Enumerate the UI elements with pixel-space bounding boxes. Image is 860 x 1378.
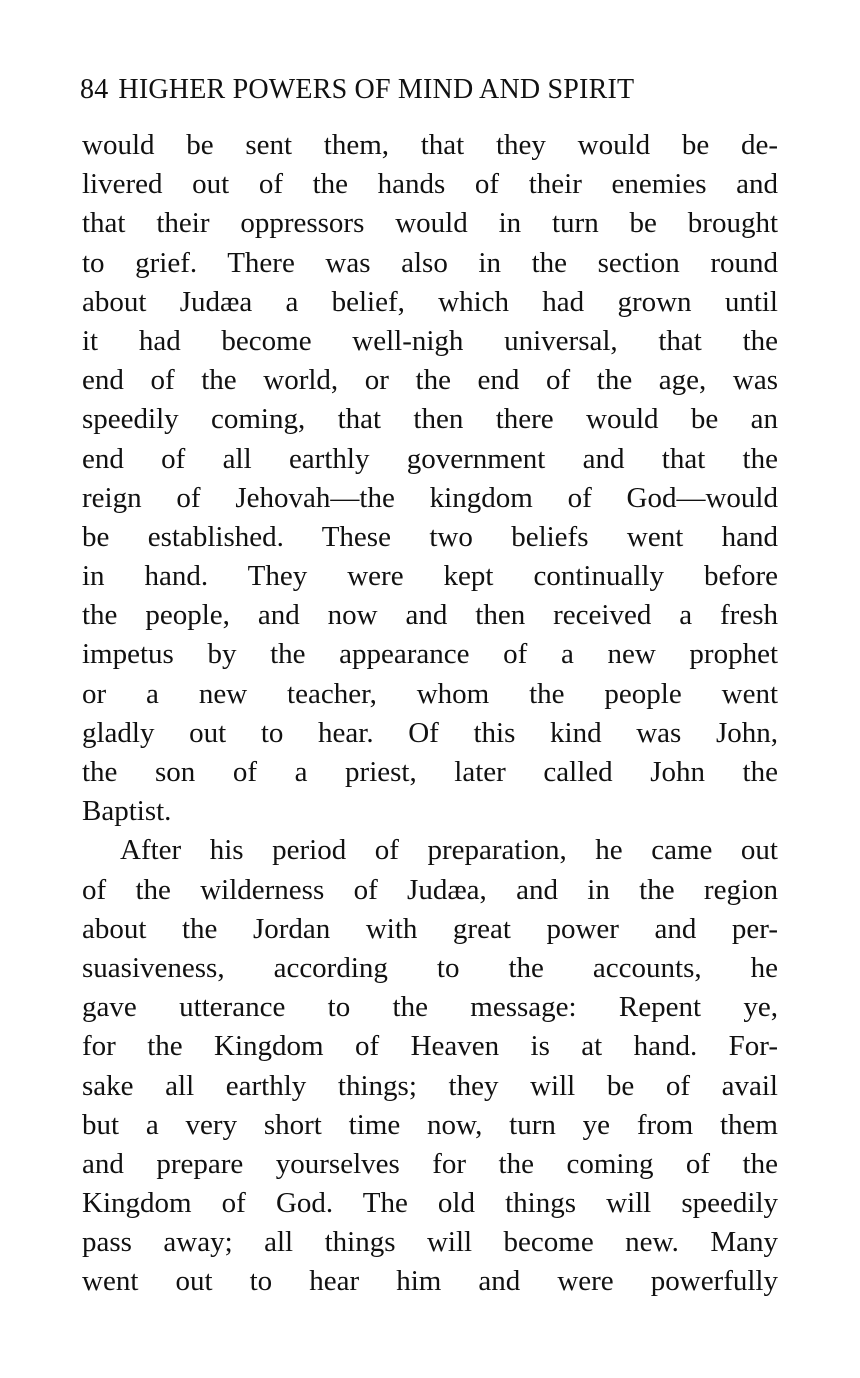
text-line: for the Kingdom of Heaven is at hand. For-: [82, 1030, 778, 1063]
running-title: HIGHER POWERS OF MIND AND SPIRIT: [118, 74, 635, 105]
text-line: went out to hear him and were powerfully: [82, 1265, 778, 1298]
paragraph-1: [82, 126, 778, 831]
text-line: impetus by the appearance of a new prophet: [82, 638, 778, 671]
text-line: it had become well-nigh universal, that the: [82, 324, 778, 357]
text-line: end of all earthly government and that the: [82, 442, 778, 475]
running-header: [80, 70, 780, 110]
text-line: Kingdom of God. The old things will speedily: [82, 1187, 778, 1220]
text-line: Baptist.: [82, 795, 172, 828]
text-line: but a very short time now, turn ye from them: [82, 1108, 778, 1141]
text-line: livered out of the hands of their enemies and: [82, 168, 778, 201]
text-line: end of the world, or the end of the age, was: [82, 364, 778, 397]
text-line: suasiveness, according to the accounts, he: [82, 951, 778, 984]
text-line: would be sent them, that they would be de-: [82, 129, 778, 161]
text-line: sake all earthly things; they will be of avail: [82, 1069, 778, 1102]
body-text: [82, 126, 778, 1302]
text-line: be established. These two beliefs went hand: [82, 520, 778, 553]
text-line: speedily coming, that then there would be an: [82, 403, 778, 436]
text-line: After his period of preparation, he came out: [120, 834, 778, 867]
text-line: or a new teacher, whom the people went: [82, 677, 778, 710]
text-line: and prepare yourselves for the coming of the: [82, 1147, 778, 1180]
page-number: 84: [80, 74, 109, 105]
text-line: the son of a priest, later called John the: [82, 756, 778, 788]
text-line: to grief. There was also in the section round: [82, 246, 778, 279]
text-line: pass away; all things will become new. Many: [82, 1226, 778, 1259]
paragraph-2: [82, 831, 778, 1301]
text-line: that their oppressors would in turn be brought: [82, 207, 778, 240]
text-line: about Judæa a belief, which had grown until: [82, 285, 778, 318]
text-line: gave utterance to the message: Repent ye,: [82, 991, 778, 1024]
text-line: about the Jordan with great power and per-: [82, 912, 778, 945]
text-line: of the wilderness of Judæa, and in the region: [82, 873, 778, 906]
text-line: reign of Jehovah—the kingdom of God—would: [82, 481, 778, 514]
text-line: in hand. They were kept continually before: [82, 560, 778, 593]
text-line: gladly out to hear. Of this kind was John,: [82, 716, 778, 749]
text-line: the people, and now and then received a fresh: [82, 599, 778, 632]
